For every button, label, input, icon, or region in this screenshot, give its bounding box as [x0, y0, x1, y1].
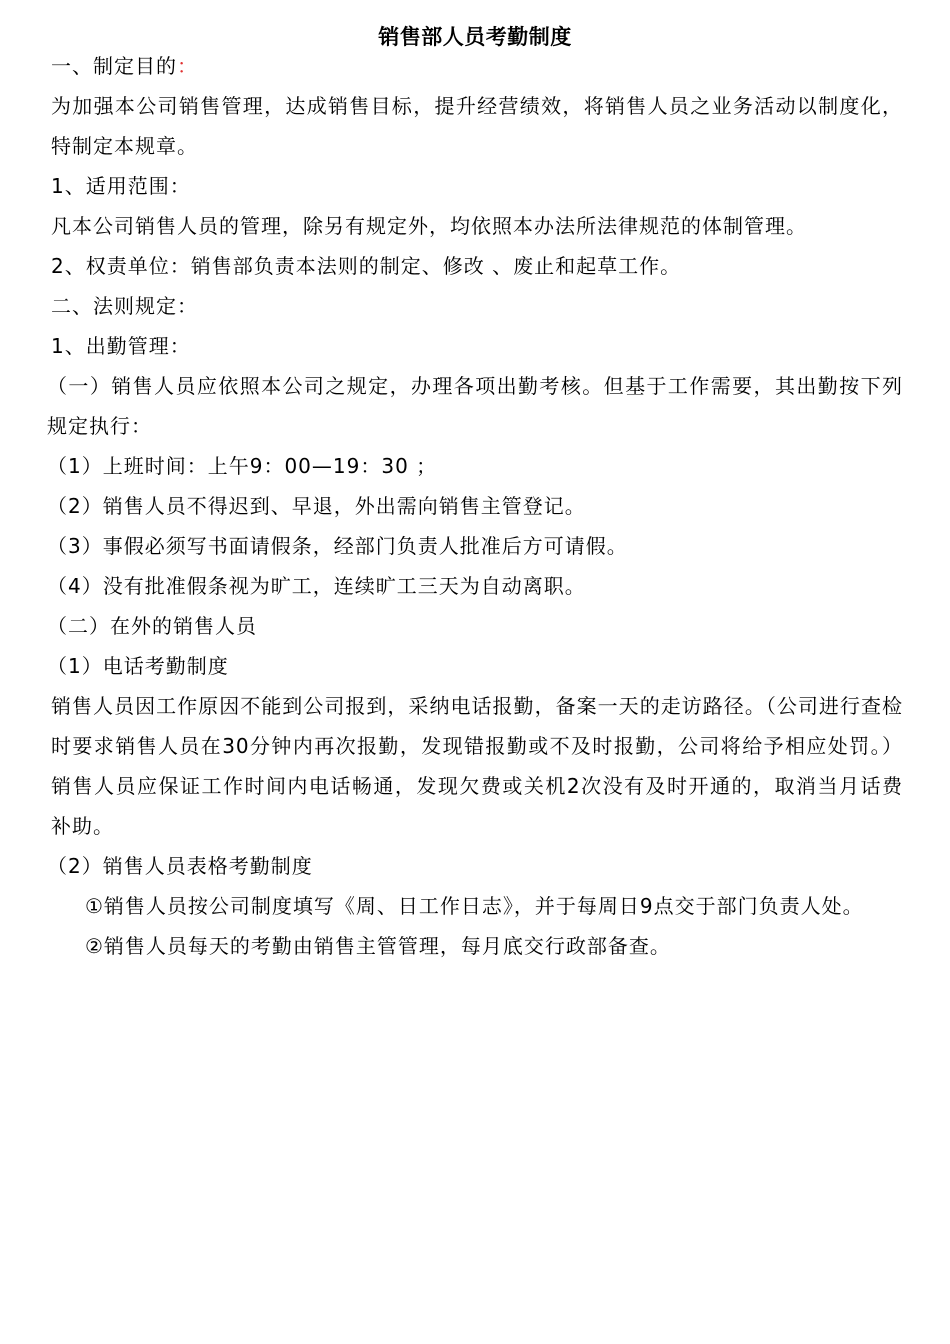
rule-item-4: （4）没有批准假条视为旷工，连续旷工三天为自动离职。	[47, 574, 586, 598]
scope-paragraph: 凡本公司销售人员的管理，除另有规定外，均依照本办法所法律规范的体制管理。	[51, 214, 807, 238]
section2-heading: 二、法则规定：	[51, 294, 198, 318]
purpose-paragraph: 为加强本公司销售管理，达成销售目标，提升经营绩效，将销售人员之业务活动以制度化，特制定本规章。	[51, 94, 903, 158]
part2-heading: （二）在外的销售人员	[47, 614, 257, 638]
phone-attendance-heading: （1）电话考勤制度	[47, 654, 229, 678]
phone-attendance-paragraph: 销售人员因工作原因不能到公司报到，采纳电话报勤，备案一天的走访路径。（公司进行查检时要求销售人员在30分钟内再次报勤，发现错报勤或不及时报勤，公司将给予相应处罚。）销售人员应保证工作时间内电话畅通，发现欠费或关机2次没有及时开通的，取消当月话费补助。	[51, 694, 903, 838]
attendance-heading: 1、出勤管理：	[51, 334, 191, 358]
form-item-1: ①销售人员按公司制度填写《周、日工作日志》，并于每周日9点交于部门负责人处。	[85, 894, 864, 918]
section1-heading-colon: ：	[177, 54, 198, 78]
rule-item-1: （1）上班时间：上午9：00—19：30 ；	[47, 454, 438, 478]
part1-paragraph: （一）销售人员应依照本公司之规定，办理各项出勤考核。但基于工作需要，其出勤按下列规定执行：	[47, 374, 903, 438]
form-attendance-heading: （2）销售人员表格考勤制度	[47, 854, 313, 878]
section1-heading-text: 一、制定目的	[51, 54, 177, 78]
rule-item-3: （3）事假必须写书面请假条，经部门负责人批准后方可请假。	[47, 534, 628, 558]
scope-heading: 1、适用范围：	[51, 174, 191, 198]
authority-paragraph: 2、权责单位：销售部负责本法则的制定、修改 、废止和起草工作。	[51, 254, 682, 278]
section1-heading	[51, 46, 903, 86]
document-body	[47, 46, 903, 966]
form-item-2: ②销售人员每天的考勤由销售主管管理，每月底交行政部备查。	[85, 934, 671, 958]
rule-item-2: （2）销售人员不得迟到、早退，外出需向销售主管登记。	[47, 494, 586, 518]
document-title: 销售部人员考勤制度	[378, 25, 572, 49]
